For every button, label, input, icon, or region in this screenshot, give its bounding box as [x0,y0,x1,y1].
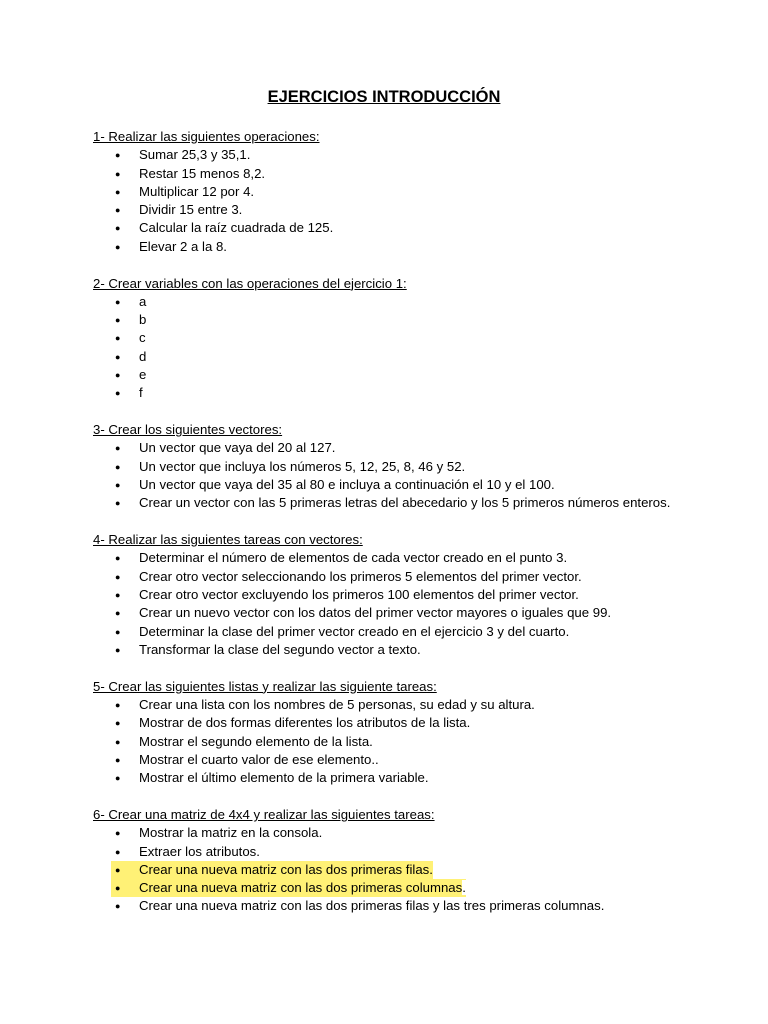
bullet-icon: ● [115,700,121,711]
item-text: Calcular la raíz cuadrada de 125. [139,220,334,236]
item-text: Determinar la clase del primer vector creado en el ejercicio 3 y del cuarto. [139,623,570,639]
item-text: Mostrar la matriz en la consola. [139,825,323,841]
list-item [93,586,733,604]
section-heading: 4- Realizar las siguientes tareas con vectores: [93,532,363,548]
list-item [93,549,733,567]
bullet-icon: ● [115,828,121,839]
bullet-icon: ● [115,608,121,619]
bullet-icon: ● [115,718,121,729]
item-text: Elevar 2 a la 8. [139,238,227,254]
item-text: Crear otro vector seleccionando los primeros 5 elementos del primer vector. [139,568,582,584]
list-item [93,476,733,494]
item-text: Transformar la clase del segundo vector a texto. [139,641,421,657]
bullet-icon: ● [115,223,121,234]
item-text: Sumar 25,3 y 35,1. [139,147,251,163]
item-text: f [139,385,143,401]
list-item [93,311,733,329]
list-item [93,201,733,219]
item-text: Restar 15 menos 8,2. [139,165,266,181]
section-heading: 6- Crear una matriz de 4x4 y realizar las siguientes tareas: [93,807,435,822]
list-item [93,183,733,201]
item-text: Crear una lista con los nombres de 5 personas, su edad y su altura. [139,697,535,713]
bullet-icon: ● [115,626,121,637]
list-item [93,329,733,347]
list-item [93,238,733,256]
list-item [93,733,733,751]
bullet-icon: ● [115,498,121,509]
item-text: c [139,330,146,346]
item-text: Crear una nueva matriz con las dos primeras filas. [139,861,433,877]
exercise-section [93,806,733,916]
bullet-icon: ● [115,590,121,601]
bullet-icon: ● [115,315,121,326]
bullet-icon: ● [115,205,121,216]
section-heading: 5- Crear las siguientes listas y realizar las siguiente tareas: [93,678,437,694]
list-item [93,751,733,769]
list-item [93,843,733,861]
item-text: Mostrar el último elemento de la primera variable. [139,770,429,786]
item-text: Extraer los atributos. [139,843,260,859]
bullet-icon: ● [115,571,121,582]
item-text: Mostrar de dos formas diferentes los atributos de la lista. [139,715,471,731]
list-item [93,348,733,366]
item-text: Dividir 15 entre 3. [139,202,243,218]
exercise-list [93,128,733,934]
bullet-icon: ● [115,461,121,472]
bullet-icon: ● [115,754,121,765]
bullet-icon: ● [115,773,121,784]
list-item [93,146,733,164]
bullet-icon: ● [115,846,121,857]
list-item [93,604,733,622]
list-item [93,293,733,311]
bullet-icon: ● [115,168,121,179]
bullet-icon: ● [115,553,121,564]
bullet-icon: ● [115,370,121,381]
item-text: Crear un vector con las 5 primeras letras del abecedario y los 5 primeros números enteros. [139,495,671,511]
list-item [93,366,733,384]
exercise-section [93,275,733,403]
item-text: a [139,293,147,309]
item-text: Multiplicar 12 por 4. [139,183,255,199]
item-text: Mostrar el segundo elemento de la lista. [139,733,373,749]
item-text: d [139,348,147,364]
bullet-icon: ● [115,736,121,747]
bullet-icon: ● [115,883,121,894]
item-text: Mostrar el cuarto valor de ese elemento.. [139,751,379,767]
bullet-list [93,293,733,403]
bullet-icon: ● [115,388,121,399]
list-item [93,696,733,714]
bullet-icon: ● [115,644,121,655]
section-heading: 2- Crear variables con las operaciones del ejercicio 1: [93,275,407,291]
list-item [93,769,733,787]
bullet-icon: ● [115,186,121,197]
bullet-icon: ● [115,150,121,161]
item-text: Crear una nueva matriz con las dos primeras columnas [139,880,463,896]
section-heading: 3- Crear los siguientes vectores: [93,422,283,438]
list-item [93,165,733,183]
item-text: Crear una nueva matriz con las dos primeras filas y las tres primeras columnas. [139,898,605,914]
item-text: Determinar el número de elementos de cada vector creado en el punto 3. [139,550,568,566]
list-item [93,824,733,842]
item-text: e [139,367,147,383]
item-text: Un vector que incluya los números 5, 12, 25, 8, 46 y 52. [139,458,466,474]
list-item [93,384,733,402]
exercise-section [93,678,733,788]
item-text: Crear un nuevo vector con los datos del primer vector mayores o iguales que 99. [139,605,612,621]
item-text: Un vector que vaya del 35 al 80 e incluya a continuación el 10 y el 100. [139,477,555,493]
list-item [93,494,733,512]
bullet-icon: ● [115,333,121,344]
list-item [93,897,733,915]
list-item [93,219,733,237]
bullet-icon: ● [115,443,121,454]
list-item [93,623,733,641]
list-item [93,714,733,732]
document-title: EJERCICIOS INTRODUCCIÓN [267,88,501,106]
bullet-list [93,439,733,512]
bullet-icon: ● [115,480,121,491]
list-item [93,879,466,897]
exercise-section [93,531,733,659]
bullet-list [93,696,733,787]
list-item [93,641,733,659]
bullet-list [93,146,733,256]
list-item [93,861,433,879]
item-text: Un vector que vaya del 20 al 127. [139,440,336,456]
exercise-section [93,421,733,512]
item-text: Crear otro vector excluyendo los primeros 100 elementos del primer vector. [139,587,579,603]
bullet-icon: ● [115,241,121,252]
list-item [93,439,733,457]
bullet-icon: ● [115,296,121,307]
bullet-icon: ● [115,901,121,912]
item-text: b [139,312,147,328]
list-item [93,568,733,586]
item-suffix: . [462,880,466,896]
bullet-icon: ● [115,351,121,362]
section-heading: 1- Realizar las siguientes operaciones: [93,129,320,144]
list-item [93,458,733,476]
exercise-section [93,128,733,256]
bullet-list [93,549,733,659]
bullet-icon: ● [115,864,121,875]
bullet-list [93,824,733,915]
